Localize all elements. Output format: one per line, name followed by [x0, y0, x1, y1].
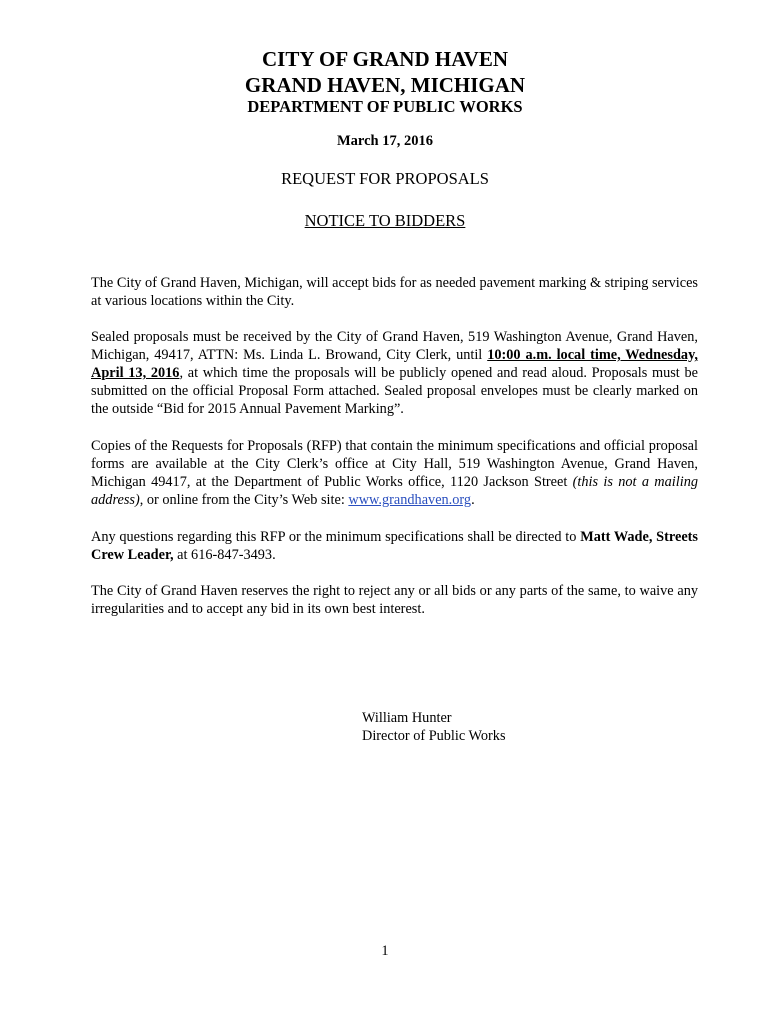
- city-state-title: GRAND HAVEN, MICHIGAN: [244, 73, 526, 97]
- signatory-name: William Hunter: [362, 710, 452, 726]
- document-date: March 17, 2016: [337, 133, 433, 149]
- rfp-copies-end: .: [471, 492, 475, 508]
- paragraph-rfp-copies: [91, 437, 698, 509]
- sealed-proposals-text: Sealed proposals must be received by the City of Grand Haven, 519 Washington Avenue, Grand Haven, Michigan, 49417, ATTN: Ms. Linda L. Browand, City Clerk, until: [91, 329, 698, 363]
- contact-person: Matt Wade, Streets Crew Leader,: [91, 529, 698, 563]
- rfp-copies-text: Copies of the Requests for Proposals (RFP) that contain the minimum specifications and official proposal forms are available at the City Clerk’s office at City Hall, 519 Washington Avenue, Grand Haven, Michigan 49417, at the Department of Public Works office, 1120 Jackson Street: [91, 438, 698, 490]
- page-number: 1: [381, 943, 389, 959]
- city-title: CITY OF GRAND HAVEN: [262, 47, 508, 71]
- bid-deadline: 10:00 a.m. local time, Wednesday, April 13, 2016: [91, 347, 699, 381]
- rfp-copies-text-cont: , or online from the City’s Web site:: [139, 492, 349, 508]
- website-link[interactable]: www.grandhaven.org: [348, 492, 472, 508]
- paragraph-reservation: The City of Grand Haven reserves the right to reject any or all bids or any parts of the same, to waive any irregularities and to accept any bid in its own best interest.: [91, 583, 698, 617]
- signatory-title: Director of Public Works: [362, 728, 506, 744]
- mailing-address-note: (this is not a mailing address): [91, 474, 698, 508]
- contact-phone-text: at 616-847-3493.: [173, 547, 276, 563]
- paragraph-questions: [91, 528, 698, 564]
- questions-text: Any questions regarding this RFP or the minimum specifications shall be directed to: [91, 529, 581, 545]
- department-title: DEPARTMENT OF PUBLIC WORKS: [247, 97, 523, 116]
- rfp-title: REQUEST FOR PROPOSALS: [281, 169, 489, 188]
- paragraph-sealed-proposals: [91, 328, 698, 418]
- notice-title: NOTICE TO BIDDERS: [304, 211, 466, 230]
- sealed-proposals-text-cont: , at which time the proposals will be publicly opened and read aloud. Proposals must be submitted on the official Proposal Form attached. Sealed proposal envelopes must be clearly marked on the outside “Bid for 2015 Annual Pavement Marking”.: [91, 365, 698, 417]
- paragraph-bid-intro: The City of Grand Haven, Michigan, will accept bids for as needed pavement marking & striping services at various locations within the City.: [91, 275, 698, 309]
